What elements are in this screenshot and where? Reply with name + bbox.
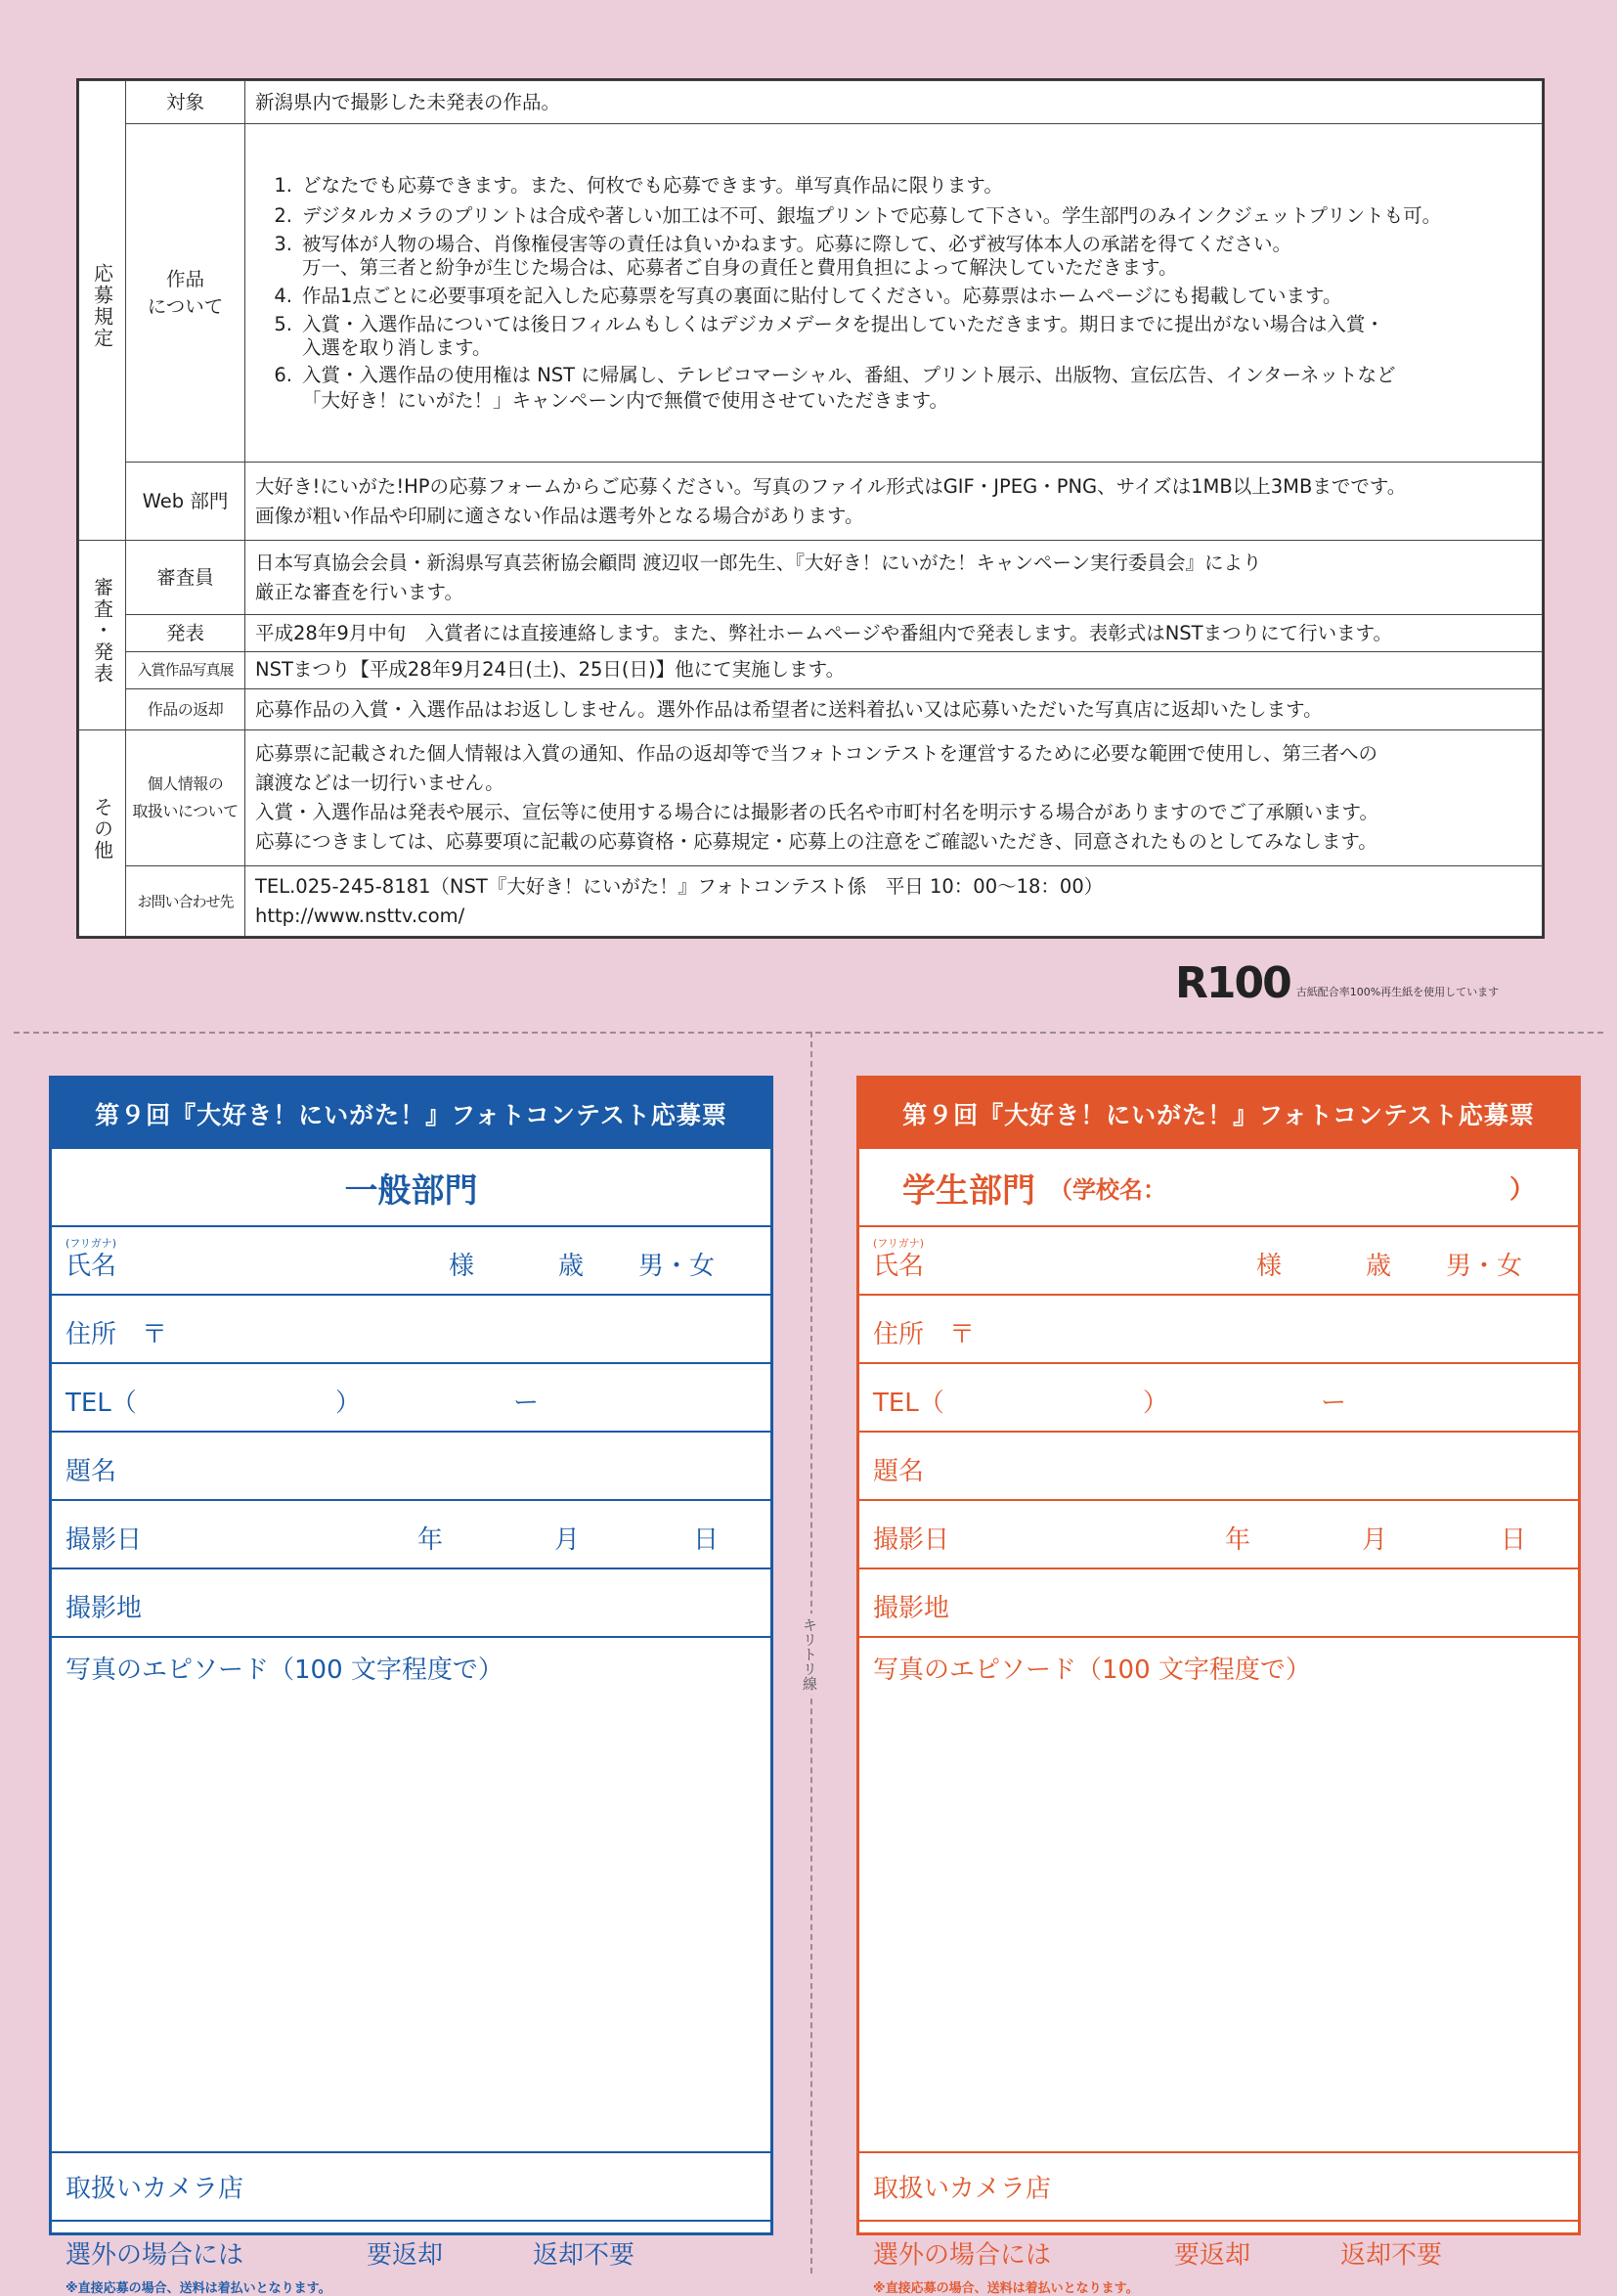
if-rejected-label: 選外の場合には: [873, 2240, 1052, 2271]
date-field[interactable]: [859, 1501, 1578, 1569]
privacy-text: 応募票に記載された個人情報は入賞の通知、作品の返却等で当フォトコンテストを運営するために必要な範囲で使用し、第三者への 譲渡などは一切行いません。 入賞・入選作品は発表や展示、宣伝等に使用する場合には撮影者の氏名や市町村名を明示する場合がありますのでご了承願います。 応募につきましては、応募要項に記載の応募資格・応募規定・応募上の注意をご確認いただき、同意されたものとしてみなします。: [245, 730, 1543, 866]
announce-text: 平成28年9月中旬 入賞者には直接連絡します。また、弊社ホームページや番組内で発表します。表彰式はNSTまつりにて行います。: [245, 615, 1543, 652]
return-text: 応募作品の入賞・入選作品はお返ししません。選外作品は希望者に送料着払い又は応募いただいた写真店に返却いたします。: [245, 688, 1543, 729]
sama-label: 様: [449, 1252, 475, 1281]
tel-label: TEL（: [66, 1389, 137, 1418]
address-field[interactable]: [52, 1296, 770, 1364]
title-field[interactable]: [52, 1433, 770, 1501]
shipping-note: ※直接応募の場合、送料は着払いとなります。: [66, 2281, 331, 2296]
school-name-label: （学校名：: [1049, 1175, 1166, 1204]
label-privacy: 個人情報の 取扱いについて: [126, 730, 245, 866]
furigana-label: (フリガナ): [66, 1237, 117, 1250]
episode-field[interactable]: [859, 1638, 1578, 2151]
dept-row: [52, 1149, 770, 1227]
episode-label: 写真のエピソード（100 文字程度で）: [66, 1656, 503, 1685]
place-field[interactable]: [859, 1569, 1578, 1638]
label-web: Web 部門: [126, 463, 245, 541]
date-label: 撮影日: [66, 1525, 143, 1555]
recycle-mark: [1175, 958, 1500, 1008]
address-field[interactable]: [859, 1296, 1578, 1364]
entry-form-general: [49, 1076, 773, 2296]
date-field[interactable]: [52, 1501, 770, 1569]
works-list: 1. どなたでも応募できます。また、何枚でも応募できます。単写真作品に限ります。 2. デジタルカメラのプリントは合成や著しい加工は不可、銀塩プリントで応募して下さい。学生部門のみインクジェットプリントも可。 3. 被写体が人物の場合、肖像権侵害等の責任は負いかねます。応募に際して、必ず被写体本人の承諾を得てください。 万一、第三者と紛争が生じた場合は、応募者ご自身の責任と費用負担によって解決していただきます。 4. 作品1点ごとに必要事項を記入した応募票を写真の裏面に貼付してください。応募票はホームページにも掲載しています。 5. 入賞・入選作品については後日フィルムもしくはデジカメデータを提出していただきます。期日までに提出がない場合は入賞・ 入選を取り消します。 6. 入賞・入選作品の使用権は NST に帰属し、テレビコマーシャル、番組、プリント展示、出版物、宣伝広告、インターネットなど 「大好き！にいがた！」キャンペーン内で無償で使用させていただきます。: [245, 124, 1543, 463]
return-no-option[interactable]: 返却不要: [1340, 2240, 1443, 2271]
title-label: 題名: [873, 1457, 925, 1486]
r100-logo: R100: [1175, 958, 1290, 1008]
place-label: 撮影地: [66, 1594, 143, 1623]
cut-line-horizontal: [14, 1032, 1603, 1034]
rules-table: [76, 78, 1545, 939]
shipping-note: ※直接応募の場合、送料は着払いとなります。: [873, 2281, 1139, 2296]
return-choice-row: [859, 2222, 1578, 2296]
recycle-note: 古紙配合率100%再生紙を使用しています: [1295, 986, 1500, 998]
dept-row[interactable]: [859, 1149, 1578, 1227]
age-label: 歳: [1366, 1252, 1392, 1281]
title-label: 題名: [66, 1457, 117, 1486]
school-close-paren: ）: [1508, 1174, 1535, 1205]
tel-field[interactable]: [52, 1364, 770, 1433]
name-field[interactable]: [52, 1227, 770, 1296]
return-yes-option[interactable]: 要返却: [367, 2240, 444, 2271]
form-header: 第９回『大好き！にいがた！』フォトコンテスト応募票: [859, 1079, 1578, 1149]
label-exhibit: 入賞作品写真展: [126, 651, 245, 688]
episode-label: 写真のエピソード（100 文字程度で）: [873, 1656, 1311, 1685]
dept-name: 一般部門: [344, 1170, 478, 1211]
camera-shop-field[interactable]: [52, 2151, 770, 2222]
form-header: 第９回『大好き！にいがた！』フォトコンテスト応募票: [52, 1079, 770, 1149]
entry-form-student: [856, 1076, 1581, 2296]
camera-shop-field[interactable]: [859, 2151, 1578, 2222]
group-judge: 審査・発表: [79, 541, 126, 730]
label-contact: お問い合わせ先: [126, 866, 245, 937]
return-no-option[interactable]: 返却不要: [533, 2240, 635, 2271]
group-apply: 応募規定: [79, 81, 126, 541]
cut-line-label: キリトリ線: [800, 1613, 820, 1695]
tel-close: ）: [335, 1389, 362, 1418]
tel-close: ）: [1143, 1389, 1169, 1418]
title-field[interactable]: [859, 1433, 1578, 1501]
if-rejected-label: 選外の場合には: [66, 2240, 244, 2271]
dept-name: 学生部門: [902, 1170, 1035, 1211]
judges-text: 日本写真協会会員・新潟県写真芸術協会顧問 渡辺収一郎先生、『大好き！にいがた！キャンペーン実行委員会』により 厳正な審査を行います。: [245, 541, 1543, 615]
month-label: 月: [1362, 1525, 1388, 1555]
furigana-label: (フリガナ): [873, 1237, 925, 1250]
camera-shop-label: 取扱いカメラ店: [873, 2174, 1052, 2204]
date-label: 撮影日: [873, 1525, 950, 1555]
group-other: その他: [79, 730, 126, 937]
camera-shop-label: 取扱いカメラ店: [66, 2174, 244, 2204]
name-field[interactable]: [859, 1227, 1578, 1296]
label-judges: 審査員: [126, 541, 245, 615]
target-text: 新潟県内で撮影した未発表の作品。: [245, 81, 1543, 124]
day-label: 日: [693, 1525, 720, 1555]
year-label: 年: [417, 1525, 444, 1555]
label-return: 作品の返却: [126, 688, 245, 729]
tel-label: TEL（: [873, 1389, 944, 1418]
place-field[interactable]: [52, 1569, 770, 1638]
sama-label: 様: [1256, 1252, 1283, 1281]
label-announce: 発表: [126, 615, 245, 652]
sex-label: 男・女: [638, 1252, 716, 1281]
label-works: 作品 について: [126, 124, 245, 463]
tel-field[interactable]: [859, 1364, 1578, 1433]
address-label: 住所 〒: [873, 1320, 976, 1349]
address-label: 住所 〒: [66, 1320, 168, 1349]
sex-label: 男・女: [1446, 1252, 1523, 1281]
exhibit-text: NSTまつり【平成28年9月24日(土)、25日(日)】他にて実施します。: [245, 651, 1543, 688]
name-label: 氏名: [66, 1252, 117, 1281]
label-target: 対象: [126, 81, 245, 124]
tel-dash: ー: [513, 1389, 540, 1418]
month-label: 月: [554, 1525, 581, 1555]
name-label: 氏名: [873, 1252, 925, 1281]
tel-dash: ー: [1321, 1389, 1347, 1418]
web-text: 大好き!にいがた!HPの応募フォームからご応募ください。写真のファイル形式はGIF・JPEG・PNG、サイズは1MB以上3MBまでです。 画像が粗い作品や印刷に適さない作品は選考外となる場合があります。: [245, 463, 1543, 541]
age-label: 歳: [558, 1252, 585, 1281]
contact-text: TEL.025-245-8181（NST『大好き！にいがた！』フォトコンテスト係 平日 10：00〜18：00） http://www.nsttv.com/: [245, 866, 1543, 937]
place-label: 撮影地: [873, 1594, 950, 1623]
episode-field[interactable]: [52, 1638, 770, 2151]
day-label: 日: [1501, 1525, 1527, 1555]
return-yes-option[interactable]: 要返却: [1174, 2240, 1251, 2271]
year-label: 年: [1225, 1525, 1251, 1555]
return-choice-row: [52, 2222, 770, 2296]
